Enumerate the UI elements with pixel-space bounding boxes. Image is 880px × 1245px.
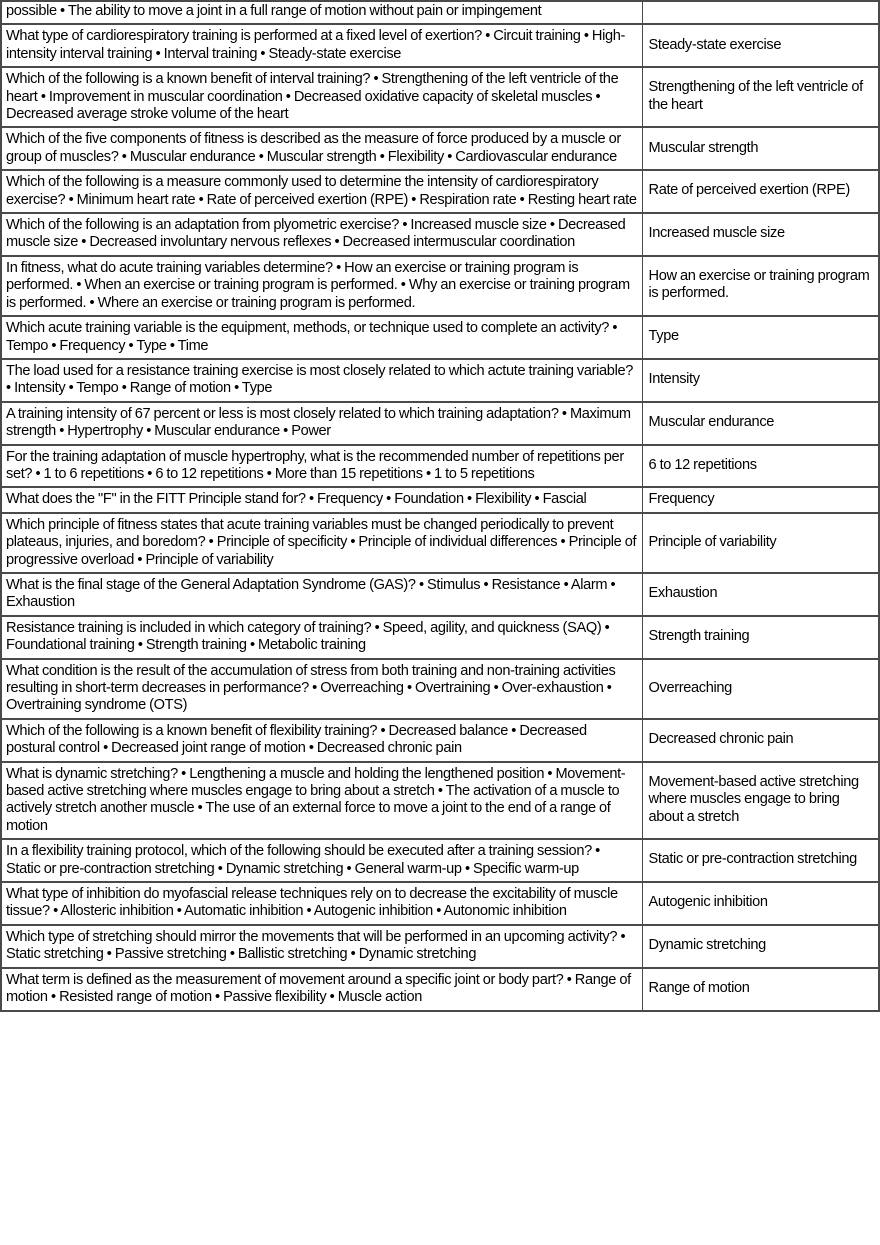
table-row (1, 256, 879, 316)
question-cell: What condition is the result of the accumulation of stress from both training and non-training activities resulting in short-term decreases in performance? • Overreaching • Overtraining • Over-exhaustion • Overtraining syndrome (OTS) (1, 659, 642, 719)
question-cell: What is the final stage of the General Adaptation Syndrome (GAS)? • Stimulus • Resistance • Alarm • Exhaustion (1, 573, 642, 616)
table-row (1, 513, 879, 573)
answer-cell: Rate of perceived exertion (RPE) (642, 170, 879, 213)
question-cell: Which principle of fitness states that acute training variables must be changed periodically to prevent plateaus, injuries, and boredom? • Principle of specificity • Principle of individual differences • Principle of progressive overload • Principle of variability (1, 513, 642, 573)
answer-cell: Increased muscle size (642, 213, 879, 256)
answer-cell: Movement-based active stretching where muscles engage to bring about a stretch (642, 762, 879, 840)
question-cell: Which of the five components of fitness is described as the measure of force produced by a muscle or group of muscles? • Muscular endurance • Muscular strength • Flexibility • Cardiovascular endurance (1, 127, 642, 170)
answer-cell (642, 1, 879, 24)
question-cell: Which of the following is an adaptation from plyometric exercise? • Increased muscle size • Decreased muscle size • Decreased involuntary nervous reflexes • Decreased intermuscular coordination (1, 213, 642, 256)
table-row (1, 445, 879, 488)
answer-cell: Strengthening of the left ventricle of the heart (642, 67, 879, 127)
answer-cell: Overreaching (642, 659, 879, 719)
question-cell: In fitness, what do acute training variables determine? • How an exercise or training program is performed. • When an exercise or training program is performed. • Why an exercise or training program is performed. • Where an exercise or training program is performed. (1, 256, 642, 316)
question-cell: For the training adaptation of muscle hypertrophy, what is the recommended number of repetitions per set? • 1 to 6 repetitions • 6 to 12 repetitions • More than 15 repetitions • 1 to 5 repetitions (1, 445, 642, 488)
table-row (1, 170, 879, 213)
answer-cell: Intensity (642, 359, 879, 402)
table-row (1, 573, 879, 616)
table-row (1, 24, 879, 67)
question-cell: The load used for a resistance training exercise is most closely related to which actute training variable? • Intensity • Tempo • Range of motion • Type (1, 359, 642, 402)
table-row (1, 67, 879, 127)
question-cell: Which type of stretching should mirror the movements that will be performed in an upcoming activity? • Static stretching • Passive stretching • Ballistic stretching • Dynamic stretching (1, 925, 642, 968)
question-cell: In a flexibility training protocol, which of the following should be executed after a training session? • Static or pre-contraction stretching • Dynamic stretching • General warm-up • Specific warm-up (1, 839, 642, 882)
table-row (1, 316, 879, 359)
answer-cell: Type (642, 316, 879, 359)
answer-cell: How an exercise or training program is performed. (642, 256, 879, 316)
question-cell: Which acute training variable is the equipment, methods, or technique used to complete an activity? • Tempo • Frequency • Type • Time (1, 316, 642, 359)
question-cell: What type of inhibition do myofascial release techniques rely on to decrease the excitability of muscle tissue? • Allosteric inhibition • Automatic inhibition • Autogenic inhibition • Autonomic inhibition (1, 882, 642, 925)
table-row (1, 402, 879, 445)
answer-cell: 6 to 12 repetitions (642, 445, 879, 488)
table-row (1, 968, 879, 1011)
question-cell: What term is defined as the measurement of movement around a specific joint or body part? • Range of motion • Resisted range of motion • Passive flexibility • Muscle action (1, 968, 642, 1011)
question-cell: What type of cardiorespiratory training is performed at a fixed level of exertion? • Circuit training • High-intensity interval training • Interval training • Steady-state exercise (1, 24, 642, 67)
answer-cell: Principle of variability (642, 513, 879, 573)
question-cell: What is dynamic stretching? • Lengthening a muscle and holding the lengthened position • Movement-based active stretching where muscles engage to bring about a stretch • The activation of a muscle to actively stretch another muscle • The use of an external force to move a joint to the end of a range of motion (1, 762, 642, 840)
answer-cell: Strength training (642, 616, 879, 659)
answer-cell: Autogenic inhibition (642, 882, 879, 925)
table-row (1, 359, 879, 402)
question-cell: Resistance training is included in which category of training? • Speed, agility, and quickness (SAQ) • Foundational training • Strength training • Metabolic training (1, 616, 642, 659)
question-cell: Which of the following is a known benefit of flexibility training? • Decreased balance • Decreased postural control • Decreased joint range of motion • Decreased chronic pain (1, 719, 642, 762)
table-row (1, 762, 879, 840)
table-row (1, 882, 879, 925)
table-row (1, 839, 879, 882)
answer-cell: Dynamic stretching (642, 925, 879, 968)
answer-cell: Muscular endurance (642, 402, 879, 445)
table-row (1, 487, 879, 512)
table-row (1, 1, 879, 24)
answer-cell: Exhaustion (642, 573, 879, 616)
table-row (1, 127, 879, 170)
question-cell: possible • The ability to move a joint in a full range of motion without pain or impingement (1, 1, 642, 24)
table-row (1, 719, 879, 762)
answer-cell: Decreased chronic pain (642, 719, 879, 762)
question-cell: Which of the following is a known benefit of interval training? • Strengthening of the left ventricle of the heart • Improvement in muscular coordination • Decreased oxidative capacity of skeletal muscles • Decreased average stroke volume of the heart (1, 67, 642, 127)
question-cell: What does the "F" in the FITT Principle stand for? • Frequency • Foundation • Flexibility • Fascial (1, 487, 642, 512)
question-cell: A training intensity of 67 percent or less is most closely related to which training adaptation? • Maximum strength • Hypertrophy • Muscular endurance • Power (1, 402, 642, 445)
table-body (1, 1, 879, 1011)
answer-cell: Range of motion (642, 968, 879, 1011)
answer-cell: Steady-state exercise (642, 24, 879, 67)
answer-cell: Static or pre-contraction stretching (642, 839, 879, 882)
table-row (1, 659, 879, 719)
answer-cell: Frequency (642, 487, 879, 512)
table-row (1, 213, 879, 256)
table-row (1, 925, 879, 968)
table-row (1, 616, 879, 659)
question-cell: Which of the following is a measure commonly used to determine the intensity of cardiorespiratory exercise? • Minimum heart rate • Rate of perceived exertion (RPE) • Respiration rate • Resting heart rate (1, 170, 642, 213)
answer-cell: Muscular strength (642, 127, 879, 170)
